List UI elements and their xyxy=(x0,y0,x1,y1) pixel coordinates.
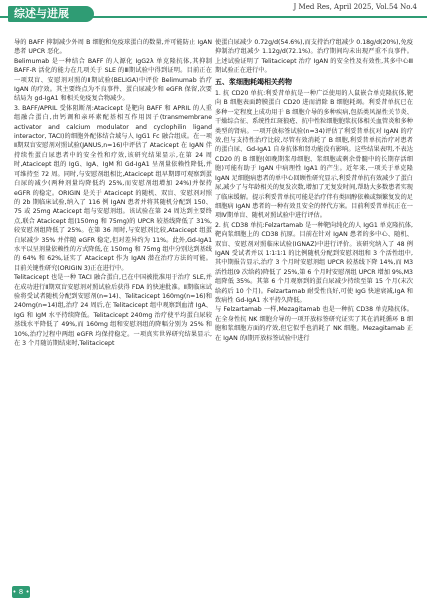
section-tag: 综述与进展 xyxy=(8,6,94,22)
right-column xyxy=(215,38,413,343)
page-number: • 8 • xyxy=(12,588,30,596)
paragraph: 与 Felzartamab 一样,Mezagitamab 也是一种抗 CD38 单克隆抗体。在全身性抗 NK 细胞介导的一项开放标签研究证实了其在消耗循环 B 细胞和浆细胞方面的疗效,但它似乎也消耗了 NK 细胞。Mezagitamab 正在 IgAN 的Ⅰ期开放标签试验中进行 xyxy=(215,306,413,342)
paragraph: 使蛋白尿减少 0.72g/d(54.6%),而支持治疗组减少 0.18g/d(20%),免疫抑制治疗组减少 1.12g/d(72.1%)。治疗期间均未出现严重不良事件。上述试验证明了 Telitacicept 治疗 IgAN 的安全性及有效性,其多中心Ⅲ期试验正在进行中。 xyxy=(215,39,413,75)
paragraph: 导的 BAFF 抑制减少外周 B 细胞和免疫球蛋白的数量,并可能防止 IgAN 患者 UPCR 恶化。 xyxy=(14,39,212,56)
section-heading: 五、浆细胞耗竭相关药物 xyxy=(215,77,292,86)
page-header xyxy=(0,0,427,36)
journal-citation: J Med Res, April 2025, Vol.54 No.4 xyxy=(293,3,417,11)
paragraph: 3. BAFF/APRIL 受体阻断剂:Atacicept 是靶向 BAFF 和 APRIL 的人重组融合蛋白,由钙调和亲环素配基相互作用因子(transmembrane activator and calcium modulator and cyclophilin ligand interactor, TACI)的细胞外配体结合域与人 IgG1 Fc 融合组成。在一项Ⅱ期双盲安慰剂对照试验(JANUS,n=16)中评估了 Atacicept 在 IgAN 伴持续性蛋白尿患者中的安全性和疗效,该研究结果显示,在第 24 周时,Atacicept 组的 IgG、IgA、IgM 和 Gd-IgA1 呈剂量依赖性降低,并可维持至 72 周。同时,与安慰剂组相比,Atacicept 组早期即可观察到蛋白尿的减少(两种剂量均降低约 25%,而安慰剂组增加 24%)并保持 eGFR 的稳定。ORIGIN 是关于 Atacicept 的随机、双盲、安慰剂对照的 2b 期临床试验,纳入了 116 例 IgAN 患者并将其随机分配到 150、75 或 25mg Atacicept 组与安慰剂组。该试验在第 24 周达到主要终点,联合 Atacicept 组(150mg 和 75mg)的 UPCR 较基线降低了 31%,较安慰剂组降低了 25%。在第 36 周时,与安慰剂比较,Atacicept 组蛋白尿减少 35% 并伴随 eGFR 稳定,但对差异约为 11%。此外,Gd-IgA1 水平以呈剂量依赖性的方式降低,在 150mg 和 75mg 组中分别达到基线的 64% 和 62%,证实了 Atacicept 作为 IgAN 潜在治疗方法的可能。目前关键性研究(ORIGIN 3)正在进行中。 xyxy=(14,104,212,272)
paragraph: 2. 抗 CD38 单抗:Felzartamab 是一种靶向纯化的人 IgG1 单克隆抗体,靶向浆细胞上的 CD38 抗原。目前在针对 IgAN 患者的多中心、随机、双盲、安慰剂对照临床试验(IGNAZ)中进行评价。该研究纳入了 48 例 IgAN 受试者并以 1∶1∶1∶1 的比例随机分配到安慰剂组和 3 个活性组中,其中期报告显示,治疗 3 个月时安慰剂组 UPCR 较基线下降 14%,而 M3 活性组(9 次给药)降低了 25%,第 6 个月时安慰剂组 UPCR 增加 9%,M3 组降低 35%。其第 6 个月观察到的蛋白尿减少持续至第 15 个月(末次给药后 10 个月)。Felzartamab 耐受性良好,可使 IgG 快速衰减,IgA 和致病性 Gd-IgA1 水平持久降低。 xyxy=(215,221,413,304)
paragraph: Belimumab 是一种结合 BAFF 的人源化 IgG2λ 单克隆抗体,其抑制 BAFF-R 活化的能力在几项关于 SLE 的Ⅲ期试验中得到证明。目前正在一项双盲、安慰剂对照的Ⅱ期试验(BELIGA)中评价 Belimumab 治疗 IgAN 的疗效。其主要终点为不良事件、蛋白尿减少和 eGFR 保留,次要结局为 gd-IgA1 和相关免疫复合物减少。 xyxy=(14,57,212,103)
paragraph: Telitacicept 也是一种 TACI 融合蛋白,已在中国被批准用于治疗 SLE,并在成功进行Ⅱ期双盲安慰剂对照试验后获得 FDA 的快速批准。Ⅱ期临床试验将受试者随机分配到安慰剂(n=14)、Telitacicept 160mg(n=16)和 240mg(n=14)组,治疗 24 周后,在 Telitacicept 组中观察到血清 IgA、IgG 和 IgM 水平持续降低。Telitacicept 240mg 治疗使平均蛋白尿较基线水平降低了 49%,而 160mg 组和安慰剂组的降幅分别为 25% 和 10%,治疗过程中两组 eGFR 均保持稳定。一项真实世界研究结果显示,在 3 个月随访期结束时,Telitacicept xyxy=(14,274,212,347)
left-column xyxy=(14,38,212,348)
paragraph: 1. 抗 CD20 单抗:利妥昔单抗是一种广泛使用的人鼠嵌合单克隆抗体,靶向 B 细胞表面跨膜蛋白 CD20 进而清除 B 细胞耗竭。利妥昔单抗已在多种一定程度上成功用于 B 细胞介导的多种疾病,包括类风湿性关节炎、干燥综合征、系统性红斑狼疮、抗中性粒细胞胞浆抗体相关血管炎和多种类型的肾病。一项开放标签试验(n=34)评估了利妥昔单抗对 IgAN 的疗效,但与支持性治疗比较,尽管有效消耗了 B 细胞,利妥昔单抗治疗对患者的蛋白尿、Gd-IgA1 自身抗体和肾功能没有影响。这些结果表明,不表达 CD20 的 B 细胞(如晚期浆母细胞、浆细胞或剩余骨髓中的长期存活细胞)可能有助于 IgAN 中病理性 IgA1 的产生。近年来,一项关于单克隆 IgAN 足细胞病患者的单中心回顾性研究显示,利妥昔单抗有效减少了蛋白尿,减少了与年龄相关的复发次数,增加了无复发时间,帮助大多数患者实现了临床缓解。提示利妥昔单抗可能是治疗伴有类固醇依赖或频繁复发的足细胞病 IgAN 患者的一种有效且安全的替代方案。目前利妥昔单抗正在一项Ⅳ期单盲、随机对照试验中进行评估。 xyxy=(215,90,413,220)
